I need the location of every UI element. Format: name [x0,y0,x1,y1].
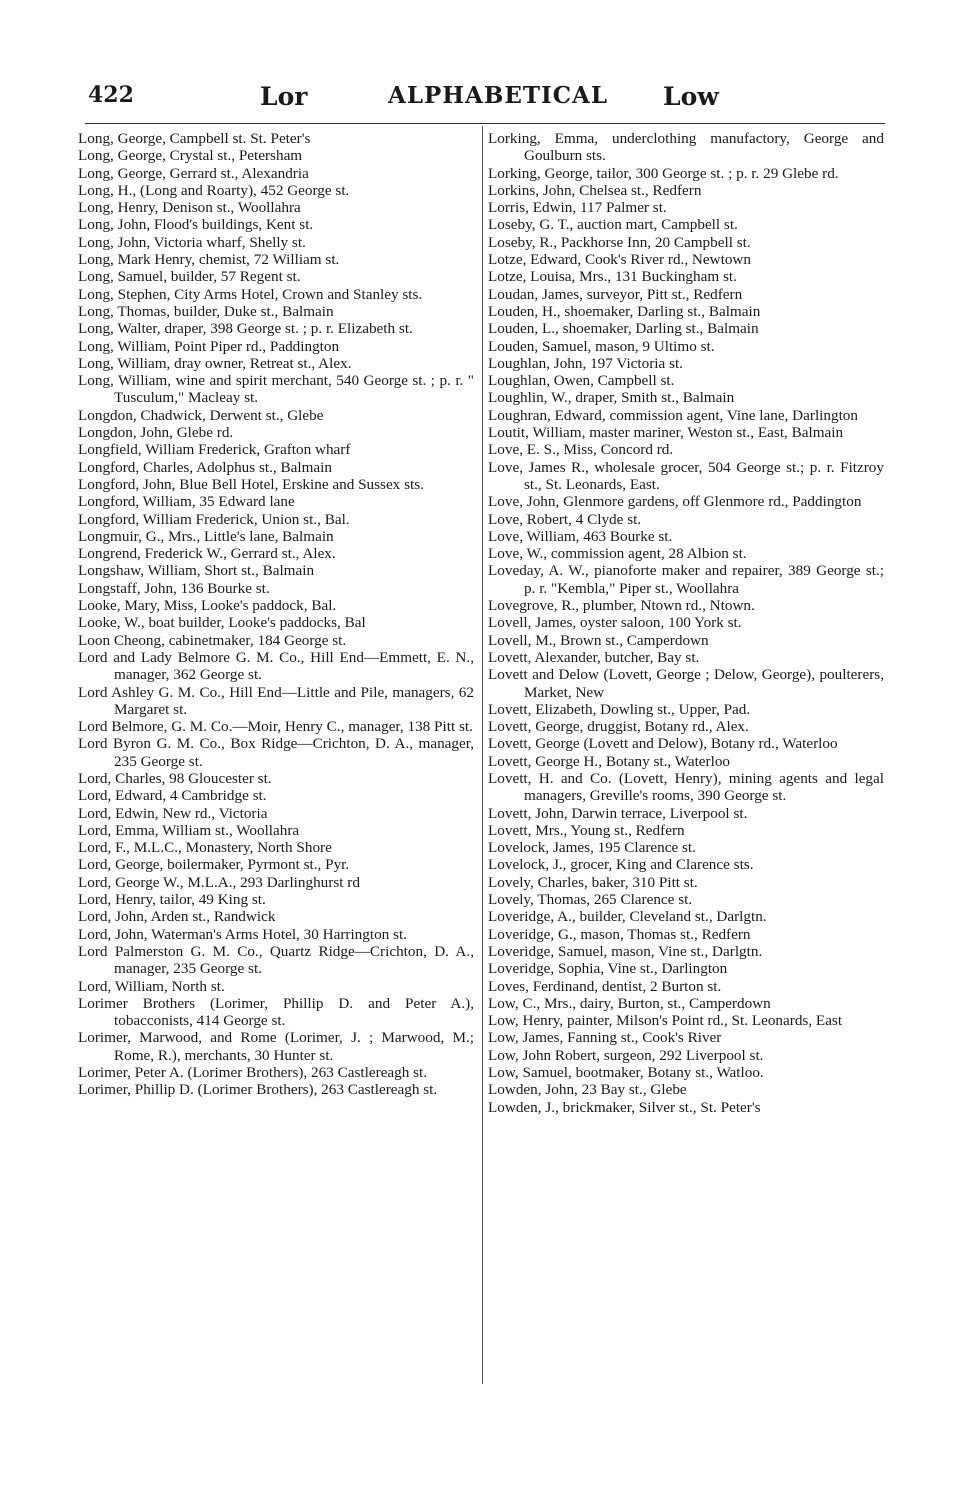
right-running-head: Low [663,82,719,111]
directory-entry: Long, John, Flood's buildings, Kent st. [78,216,314,234]
directory-entry: Long, William, dray owner, Retreat st., Alex. [78,354,352,372]
directory-entry: Loughlan, John, 197 Victoria st. [488,354,683,372]
directory-entry: Lovell, M., Brown st., Camperdown [488,631,709,649]
directory-entry: Loseby, R., Packhorse Inn, 20 Campbell st. [488,233,751,251]
directory-entry: Loughlan, Owen, Campbell st. [488,372,675,390]
directory-entry: Lord, George, boilermaker, Pyrmont st., Pyr. [78,856,350,874]
directory-entry: Longford, Charles, Adolphus st., Balmain [78,458,332,476]
directory-entry: Lorimer, Peter A. (Lorimer Brothers), 263 Castlereagh st. [78,1064,428,1082]
directory-entry: Lowden, John, 23 Bay st., Glebe [488,1081,687,1099]
directory-entry: Louden, H., shoemaker, Darling st., Balmain [488,302,761,320]
directory-entry: Lovett, Alexander, butcher, Bay st. [488,648,700,666]
directory-entry: Loveridge, G., mason, Thomas st., Redfern [488,925,751,943]
directory-entry: Long, John, Victoria wharf, Shelly st. [78,233,306,251]
directory-entry: Lord, John, Waterman's Arms Hotel, 30 Harrington st. [78,925,407,943]
directory-entry: Long, Thomas, builder, Duke st., Balmain [78,302,334,320]
directory-entry: Loveday, A. W., pianoforte maker and repairer, 389 George st.; p. r. "Kembla," Piper st., Woollahra [488,562,884,597]
left-running-head: Lor [260,82,308,111]
directory-entry: Longdon, John, Glebe rd. [78,424,234,442]
directory-entry: Loutit, William, master mariner, Weston st., East, Balmain [488,424,844,442]
directory-entry: Lord, Emma, William st., Woollahra [78,821,300,839]
page-number: 422 [88,82,134,108]
directory-entry: Lovett, John, Darwin terrace, Liverpool st. [488,804,748,822]
directory-entry: Love, E. S., Miss, Concord rd. [488,441,674,459]
directory-entry: Lord, Charles, 98 Gloucester st. [78,769,272,787]
directory-entry: Longdon, Chadwick, Derwent st., Glebe [78,406,324,424]
directory-entry: Longford, John, Blue Bell Hotel, Erskine and Sussex sts. [78,475,424,493]
directory-entry: Lovett, George (Lovett and Delow), Botany rd., Waterloo [488,735,838,753]
directory-entry: Looke, W., boat builder, Looke's paddocks, Bal [78,614,366,632]
column-divider [482,126,483,1384]
directory-entry: Lovett, Elizabeth, Dowling st., Upper, Pad. [488,700,751,718]
directory-entry: Love, William, 463 Bourke st. [488,527,673,545]
directory-entry: Lovett and Delow (Lovett, George ; Delow, George), poulterers, Market, New [488,666,884,701]
directory-entry: Lord, Edwin, New rd., Victoria [78,804,268,822]
directory-entry: Long, George, Campbell st. St. Peter's [78,130,311,147]
directory-entry: Lovelock, James, 195 Clarence st. [488,839,696,857]
directory-entry: Lord, F., M.L.C., Monastery, North Shore [78,839,332,857]
directory-entry: Low, Samuel, bootmaker, Botany st., Watloo. [488,1064,764,1082]
directory-entry: Lord Byron G. M. Co., Box Ridge—Crichton, D. A., manager, 235 George st. [78,735,474,770]
directory-entry: Long, Henry, Denison st., Woollahra [78,199,301,217]
directory-entry: Long, George, Gerrard st., Alexandria [78,164,309,182]
directory-entry: Lowden, J., brickmaker, Silver st., St. Peter's [488,1098,761,1116]
directory-entry: Lord Palmerston G. M. Co., Quartz Ridge—Crichton, D. A., manager, 235 George st. [78,942,474,978]
directory-entry: Lovegrove, R., plumber, Ntown rd., Ntown. [488,597,755,615]
directory-entry: Low, James, Fanning st., Cook's River [488,1029,722,1047]
directory-entry: Low, C., Mrs., dairy, Burton, st., Camperdown [488,994,771,1012]
directory-entry: Lovett, H. and Co. (Lovett, Henry), mining agents and legal managers, Greville's rooms, 390 George st. [488,769,884,805]
header-rule [85,123,885,124]
directory-entry: Loveridge, Sophia, Vine st., Darlington [488,960,728,978]
directory-entry: Loves, Ferdinand, dentist, 2 Burton st. [488,977,722,995]
directory-entry: Longford, William, 35 Edward lane [78,493,295,511]
directory-entry: Loughlin, W., draper, Smith st., Balmain [488,389,735,407]
directory-entry: Looke, Mary, Miss, Looke's paddock, Bal. [78,597,337,615]
directory-entry: Lord, William, North st. [78,977,225,995]
directory-entry: Lotze, Louisa, Mrs., 131 Buckingham st. [488,268,737,286]
directory-entry: Longshaw, William, Short st., Balmain [78,562,315,580]
directory-entry: Longmuir, G., Mrs., Little's lane, Balmain [78,527,334,545]
directory-entry: Long, Mark Henry, chemist, 72 William st. [78,251,340,269]
directory-entry: Lorkins, John, Chelsea st., Redfern [488,181,702,199]
directory-entry: Lord, George W., M.L.A., 293 Darlinghurst rd [78,873,360,891]
directory-entry: Loughran, Edward, commission agent, Vine lane, Darlington [488,406,858,424]
directory-entry: Lord, John, Arden st., Randwick [78,908,276,926]
directory-entry: Lord Belmore, G. M. Co.—Moir, Henry C., manager, 138 Pitt st. [78,718,473,736]
directory-entry: Lovett, George H., Botany st., Waterloo [488,752,731,770]
directory-entry: Lovett, Mrs., Young st., Redfern [488,821,685,839]
directory-entry: Loon Cheong, cabinetmaker, 184 George st. [78,631,347,649]
directory-entry: Lovely, Thomas, 265 Clarence st. [488,891,693,909]
directory-entry: Low, John Robert, surgeon, 292 Liverpool st. [488,1046,764,1064]
directory-entry: Long, H., (Long and Roarty), 452 George st. [78,181,350,199]
directory-entry: Lord, Henry, tailor, 49 King st. [78,891,266,909]
directory-entry: Lord, Edward, 4 Cambridge st. [78,787,267,805]
directory-entry: Longfield, William Frederick, Grafton wharf [78,441,351,459]
directory-entry: Lovell, James, oyster saloon, 100 York st. [488,614,742,632]
left-column [78,130,474,1099]
directory-entry: Lord Ashley G. M. Co., Hill End—Little and Pile, managers, 62 Margaret st. [78,683,474,718]
directory-entry: Loudan, James, surveyor, Pitt st., Redfern [488,285,743,303]
directory-entry: Longstaff, John, 136 Bourke st. [78,579,270,597]
directory-entry: Lord and Lady Belmore G. M. Co., Hill End—Emmett, E. N., manager, 362 George st. [78,648,474,684]
directory-entry: Long, Samuel, builder, 57 Regent st. [78,268,301,286]
directory-entry: Loveridge, A., builder, Cleveland st., Darlgtn. [488,908,767,926]
directory-entry: Longrend, Frederick W., Gerrard st., Alex. [78,545,336,563]
directory-entry: Lorris, Edwin, 117 Palmer st. [488,199,667,217]
directory-entry: Louden, L., shoemaker, Darling st., Balmain [488,320,759,338]
directory-entry: Loveridge, Samuel, mason, Vine st., Darlgtn. [488,942,763,960]
directory-entry: Lorimer, Phillip D. (Lorimer Brothers), 263 Castlereagh st. [78,1081,438,1099]
directory-entry: Love, James R., wholesale grocer, 504 George st.; p. r. Fitzroy st., St. Leonards, East. [488,458,884,493]
directory-entry: Louden, Samuel, mason, 9 Ultimo st. [488,337,715,355]
directory-entry: Low, Henry, painter, Milson's Point rd., St. Leonards, East [488,1012,843,1030]
directory-entry: Love, W., commission agent, 28 Albion st. [488,545,747,563]
page-header [88,82,888,118]
right-column [488,130,884,1116]
directory-entry: Lorimer, Marwood, and Rome (Lorimer, J. ; Marwood, M.; Rome, R.), merchants, 30 Hunter st. [78,1029,474,1064]
directory-entry: Long, Walter, draper, 398 George st. ; p. r. Elizabeth st. [78,320,413,338]
directory-entry: Lovely, Charles, baker, 310 Pitt st. [488,873,698,891]
directory-entry: Longford, William Frederick, Union st., Bal. [78,510,350,528]
directory-entry: Lovelock, J., grocer, King and Clarence sts. [488,856,754,874]
directory-entry: Lorimer Brothers (Lorimer, Phillip D. and Peter A.), tobacconists, 414 George st. [78,994,474,1030]
directory-entry: Lovett, George, druggist, Botany rd., Alex. [488,718,749,736]
directory-entry: Love, Robert, 4 Clyde st. [488,510,642,528]
directory-entry: Lorking, Emma, underclothing manufactory, George and Goulburn sts. [488,130,884,165]
directory-entry: Long, George, Crystal st., Petersham [78,147,303,165]
page-title: ALPHABETICAL [388,82,609,109]
directory-entry: Long, William, Point Piper rd., Paddington [78,337,340,355]
directory-entry: Long, William, wine and spirit merchant, 540 George st. ; p. r. " Tusculum," Macleay st. [78,372,474,407]
directory-entry: Love, John, Glenmore gardens, off Glenmore rd., Paddington [488,493,862,511]
directory-entry: Lorking, George, tailor, 300 George st. ; p. r. 29 Glebe rd. [488,164,839,182]
directory-entry: Loseby, G. T., auction mart, Campbell st. [488,216,738,234]
directory-entry: Long, Stephen, City Arms Hotel, Crown and Stanley sts. [78,285,423,303]
directory-entry: Lotze, Edward, Cook's River rd., Newtown [488,251,751,269]
